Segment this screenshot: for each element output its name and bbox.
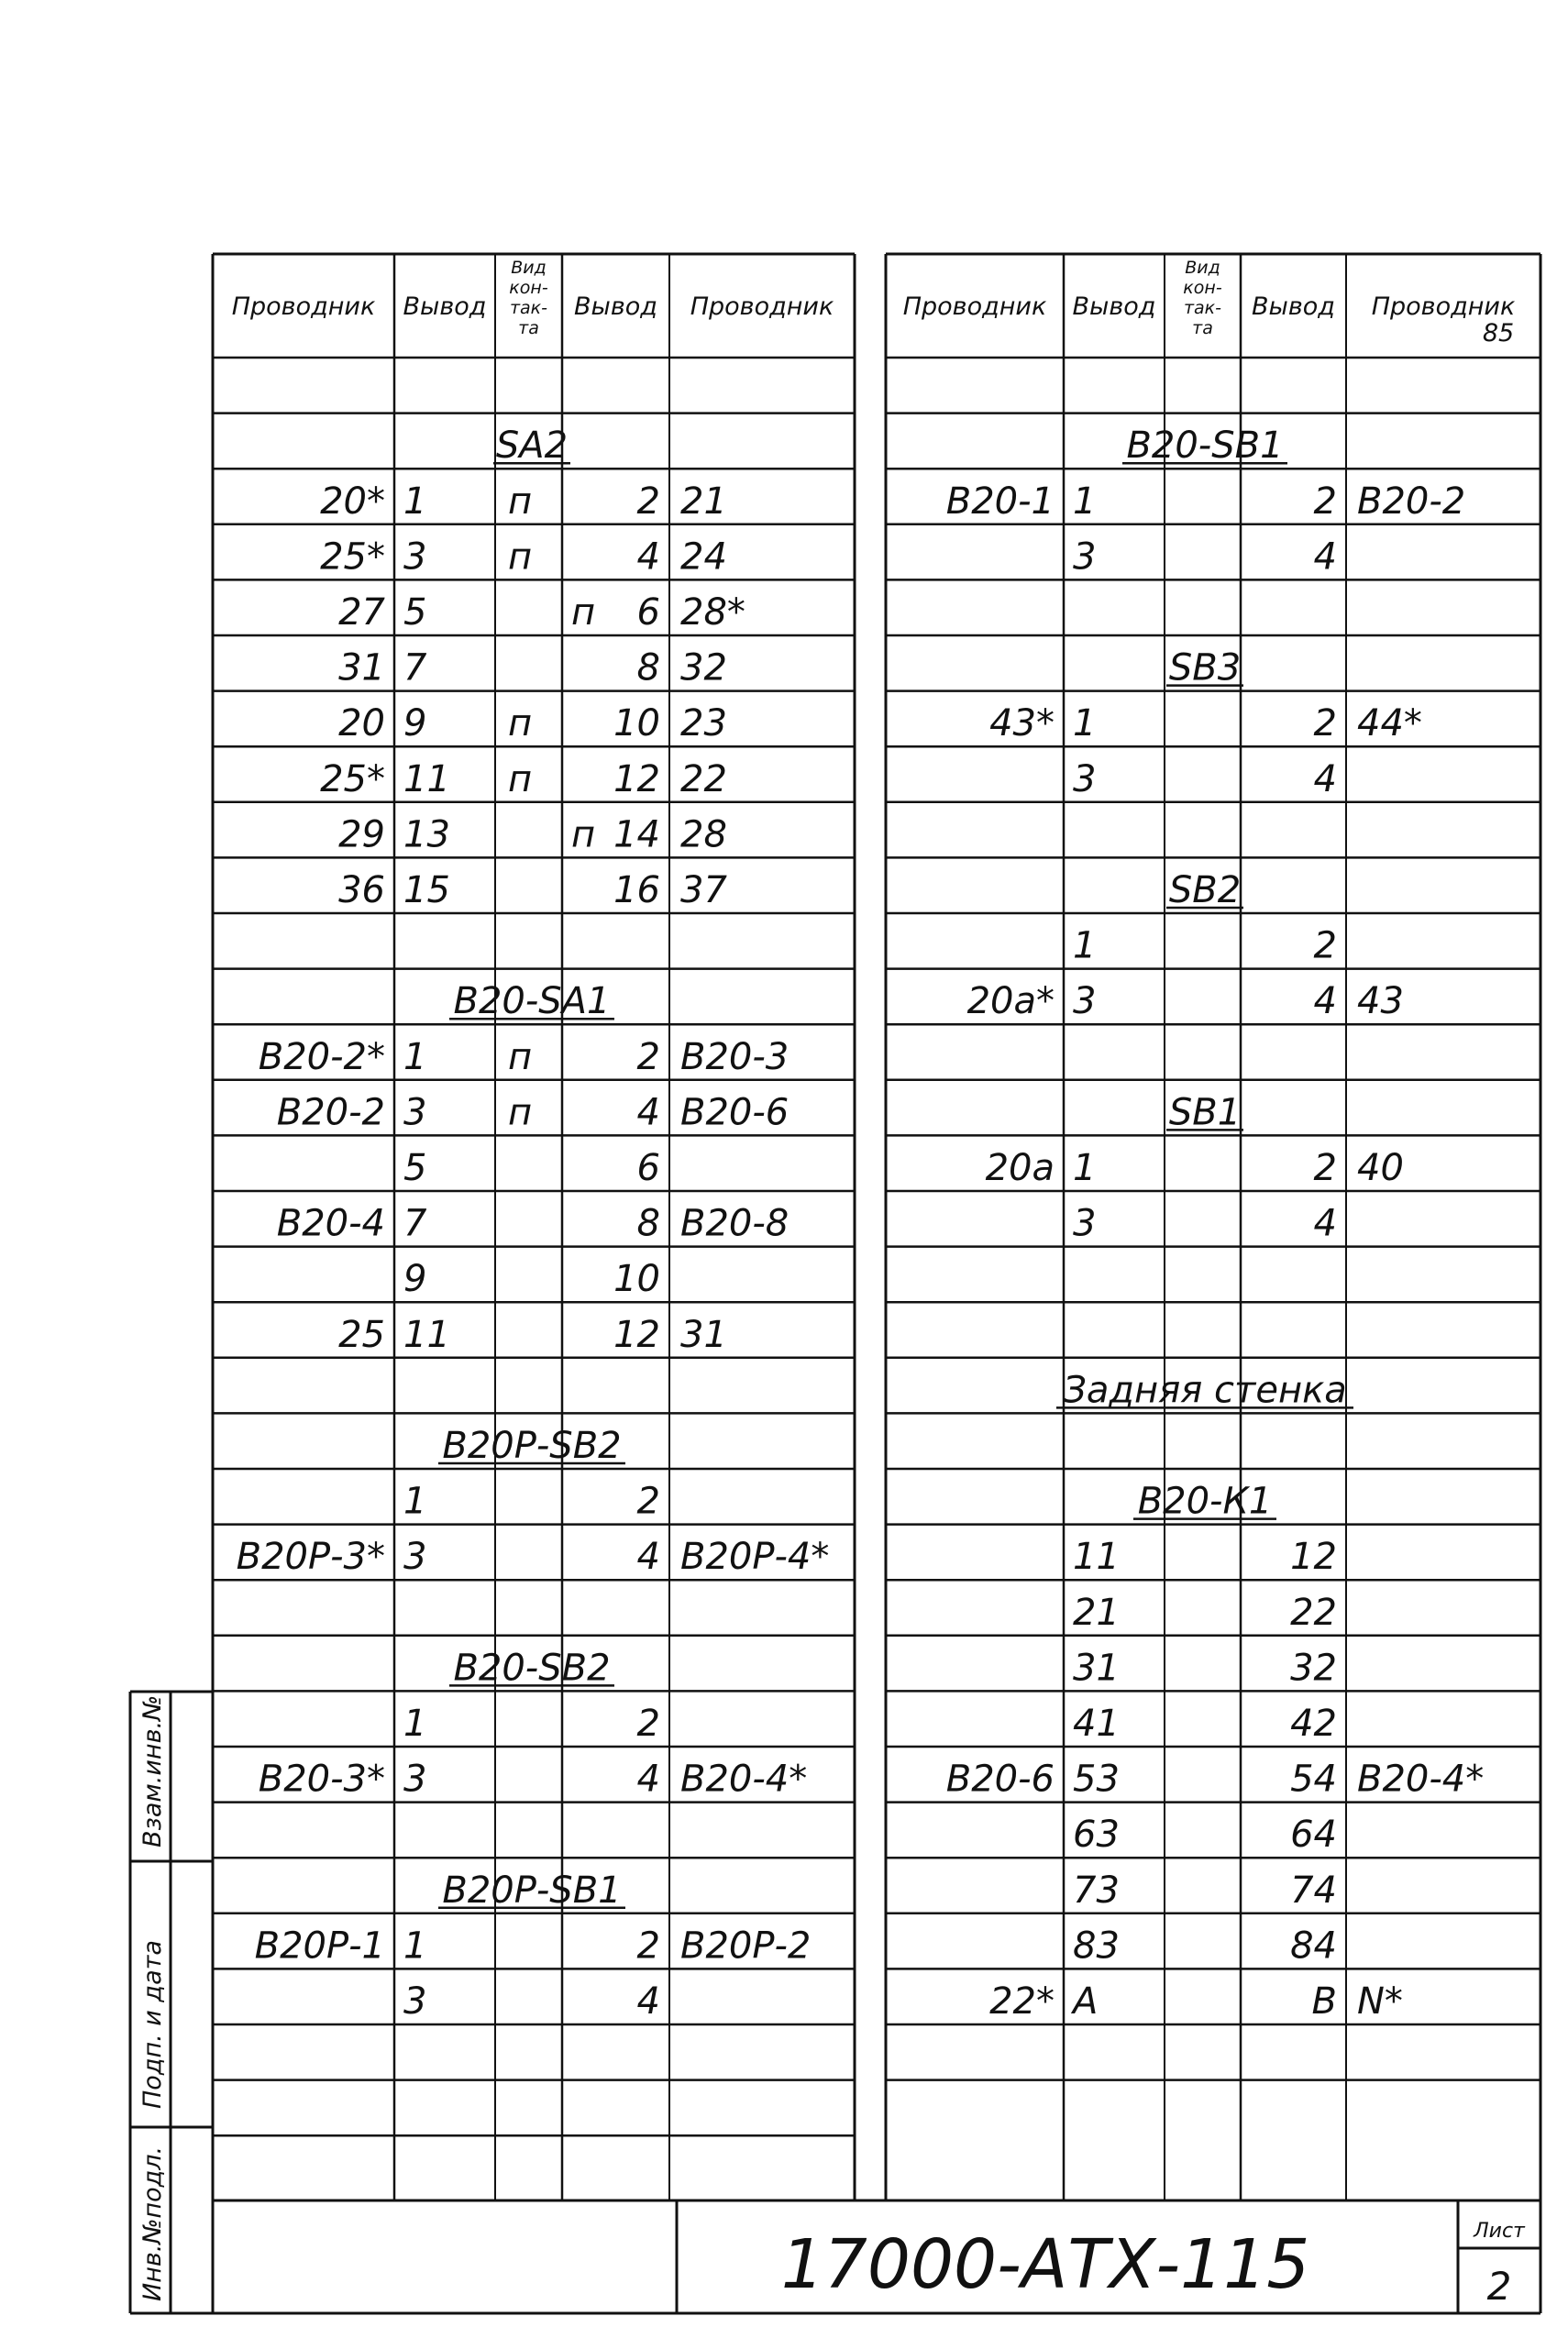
- conductor-cell: 31: [680, 1313, 727, 1356]
- side-stamp: [138, 1695, 167, 2301]
- contact-type-cell: п: [508, 702, 533, 745]
- terminal-cell: 15: [403, 869, 450, 911]
- terminal-cell: 1: [403, 1924, 427, 1968]
- header-conductor: Проводник: [231, 292, 376, 321]
- terminal-cell: 3: [403, 1091, 427, 1134]
- terminal-cell: 83: [1073, 1924, 1120, 1968]
- terminal-cell: 22: [1290, 1591, 1337, 1634]
- terminal-cell: 1: [1073, 480, 1097, 523]
- conductor-cell: В20Р-3*: [236, 1536, 385, 1579]
- terminal-cell: 1: [403, 1035, 427, 1078]
- conductor-cell: 28: [680, 813, 727, 856]
- connection-table-right: [886, 254, 1540, 2200]
- conductor-cell: 29: [338, 813, 385, 856]
- terminal-cell: 3: [403, 1758, 427, 1801]
- conductor-cell: 25*: [320, 535, 385, 579]
- contact-type-cell: п: [508, 757, 533, 800]
- terminal-cell: 5: [403, 1147, 427, 1189]
- conductor-cell: 22*: [989, 1980, 1055, 2023]
- block-title: В20-К1: [1137, 1480, 1273, 1523]
- terminal-cell: 11: [1073, 1536, 1120, 1579]
- conductor-cell: В20-4*: [680, 1758, 808, 1801]
- conductor-cell: В20Р-1: [254, 1924, 385, 1968]
- conductor-cell: 20*: [320, 480, 385, 523]
- header-terminal: Вывод: [1072, 292, 1156, 321]
- terminal-cell: 2: [1313, 924, 1337, 967]
- terminal-cell: 5: [403, 591, 427, 634]
- conductor-cell: 20: [338, 702, 385, 745]
- terminal-cell: 10: [613, 1258, 660, 1301]
- header-contact-type: так-: [1183, 298, 1222, 318]
- terminal-cell: 4: [1313, 980, 1337, 1023]
- terminal-cell: 4: [636, 535, 660, 579]
- header-conductor: Проводник: [690, 292, 834, 321]
- conductor-cell: В20Р-2: [680, 1924, 812, 1968]
- sheet-label: Лист: [1474, 2220, 1525, 2243]
- terminal-cell: 4: [1313, 535, 1337, 579]
- terminal-cell: 84: [1290, 1924, 1337, 1968]
- block-title: В20-SB1: [1126, 425, 1284, 468]
- terminal-cell: 32: [1290, 1647, 1337, 1690]
- conductor-cell: 40: [1357, 1147, 1404, 1189]
- conductor-cell: 25: [338, 1313, 385, 1356]
- header-contact-type: кон-: [1183, 278, 1222, 298]
- conductor-cell: В20-4: [276, 1202, 385, 1245]
- terminal-cell: 4: [1313, 1202, 1337, 1245]
- terminal-cell: 11: [403, 1313, 450, 1356]
- conductor-cell: В20-2: [276, 1091, 385, 1134]
- block-title: SB2: [1168, 869, 1242, 911]
- conductor-cell: 28*: [680, 591, 745, 634]
- terminal-cell: 2: [636, 1035, 660, 1078]
- terminal-cell: 8: [636, 1202, 660, 1245]
- conductor-cell: 22: [680, 757, 727, 800]
- terminal-cell: 2: [636, 1924, 660, 1968]
- contact-type-cell: п: [508, 535, 533, 579]
- header-contact-type: кон-: [509, 278, 548, 298]
- header-contact-type: та: [1192, 318, 1213, 338]
- terminal-cell: 63: [1073, 1814, 1120, 1857]
- terminal-cell: 4: [636, 1758, 660, 1801]
- header-conductor: Проводник: [902, 292, 1047, 321]
- conductor-cell: N*: [1357, 1980, 1403, 2023]
- terminal-cell: 3: [403, 1980, 427, 2023]
- terminal-cell: 53: [1073, 1758, 1120, 1801]
- terminal-cell: 1: [1073, 924, 1097, 967]
- terminal-cell: 2: [1313, 1147, 1337, 1189]
- block-title: Задняя стенка: [1063, 1369, 1347, 1412]
- conductor-cell: В20-6: [680, 1091, 790, 1134]
- terminal-cell: А: [1073, 1980, 1099, 2023]
- terminal-cell: 1: [403, 1480, 427, 1523]
- header-contact-type: Вид: [1185, 258, 1220, 278]
- terminal-cell: 4: [636, 1536, 660, 1579]
- terminal-cell: 41: [1073, 1703, 1120, 1745]
- terminal-cell: 6: [636, 1147, 660, 1189]
- terminal-cell: 4: [636, 1980, 660, 2023]
- conductor-cell: 24: [680, 535, 727, 579]
- terminal-cell: 14: [613, 813, 660, 856]
- terminal-cell: 2: [1313, 480, 1337, 523]
- conductor-cell: 20а*: [966, 980, 1055, 1023]
- block-title: SB3: [1168, 646, 1242, 689]
- terminal-cell: 3: [1073, 535, 1097, 579]
- conductor-cell: 36: [338, 869, 385, 911]
- terminal-cell: 16: [613, 869, 660, 911]
- conductor-cell: В20-3: [680, 1035, 790, 1078]
- terminal-cell: 1: [403, 480, 427, 523]
- header-terminal: Вывод: [1252, 292, 1335, 321]
- terminal-cell: 3: [403, 535, 427, 579]
- terminal-cell: 3: [1073, 1202, 1097, 1245]
- conductor-cell: 25*: [320, 757, 385, 800]
- conductor-cell: 43: [1357, 980, 1404, 1023]
- block-title: В20-SA1: [453, 980, 611, 1023]
- conductor-cell: 20а: [985, 1147, 1055, 1189]
- document-number: 17000-АТХ-115: [780, 2225, 1310, 2304]
- terminal-cell: 9: [403, 702, 427, 745]
- terminal-cell: 3: [1073, 980, 1097, 1023]
- terminal-cell: 10: [613, 702, 660, 745]
- connection-table-left: [213, 254, 855, 2200]
- terminal-cell: 42: [1290, 1703, 1337, 1745]
- header-contact-type: Вид: [511, 258, 547, 278]
- terminal-cell: 73: [1073, 1869, 1120, 1912]
- title-block: [781, 2220, 1526, 2309]
- block-title: SB1: [1168, 1091, 1242, 1134]
- sheet-number: 2: [1486, 2264, 1512, 2309]
- conductor-cell: В20-8: [680, 1202, 790, 1245]
- contact-type-cell: п: [508, 1091, 533, 1134]
- contact-type-cell: п: [508, 480, 533, 523]
- conductor-cell: В20Р-4*: [680, 1536, 830, 1579]
- terminal-cell: 6: [636, 591, 660, 634]
- contact-type-cell: п: [571, 591, 596, 634]
- terminal-cell: 74: [1290, 1869, 1337, 1912]
- contact-type-cell: п: [508, 1035, 533, 1078]
- block-title: SA2: [495, 425, 569, 468]
- conductor-cell: 44*: [1357, 702, 1422, 745]
- side-stamp-inv-no: Инв.№подл.: [138, 2145, 167, 2301]
- block-title: В20-SB2: [453, 1647, 611, 1690]
- header-contact-type: та: [518, 318, 539, 338]
- header-contact-type: так-: [509, 298, 548, 318]
- conductor-cell: В20-2: [1357, 480, 1466, 523]
- header-terminal: Вывод: [403, 292, 487, 321]
- terminal-cell: 13: [403, 813, 450, 856]
- terminal-cell: 9: [403, 1258, 427, 1301]
- terminal-cell: В: [1311, 1980, 1337, 2023]
- terminal-cell: 4: [1313, 757, 1337, 800]
- conductor-cell: 31: [338, 646, 385, 689]
- conductor-cell: 32: [680, 646, 727, 689]
- terminal-cell: 2: [1313, 702, 1337, 745]
- block-title: В20Р-SB1: [442, 1869, 622, 1912]
- conductor-cell: 27: [338, 591, 385, 634]
- terminal-cell: 1: [1073, 702, 1097, 745]
- contact-type-cell: п: [571, 813, 596, 856]
- header-terminal: Вывод: [574, 292, 657, 321]
- terminal-cell: 31: [1073, 1647, 1120, 1690]
- conductor-cell: В20-6: [945, 1758, 1055, 1801]
- header-conductor: Проводник: [1371, 292, 1516, 321]
- terminal-cell: 2: [636, 480, 660, 523]
- terminal-cell: 54: [1290, 1758, 1337, 1801]
- conductor-cell: 23: [680, 702, 727, 745]
- conductor-cell: В20-4*: [1357, 1758, 1485, 1801]
- terminal-cell: 4: [636, 1091, 660, 1134]
- conductor-cell: 21: [680, 480, 727, 523]
- side-stamp-replace-inv: Взам.инв.№: [138, 1694, 167, 1847]
- terminal-cell: 8: [636, 646, 660, 689]
- terminal-cell: 2: [636, 1480, 660, 1523]
- block-title: В20Р-SB2: [442, 1425, 622, 1467]
- conductor-cell: В20-2*: [258, 1035, 385, 1078]
- terminal-cell: 64: [1290, 1814, 1337, 1857]
- terminal-cell: 12: [613, 757, 660, 800]
- conductor-cell: 37: [680, 869, 727, 911]
- terminal-cell: 3: [1073, 757, 1097, 800]
- conductor-cell: В20-3*: [258, 1758, 385, 1801]
- terminal-cell: 12: [1290, 1536, 1337, 1579]
- side-stamp-signature-date: Подп. и дата: [138, 1940, 167, 2109]
- conductor-cell: 43*: [989, 702, 1055, 745]
- table-grid: [886, 254, 1540, 2200]
- terminal-cell: 1: [1073, 1147, 1097, 1189]
- terminal-cell: 21: [1073, 1591, 1120, 1634]
- conductor-cell: В20-1: [945, 480, 1055, 523]
- terminal-cell: 3: [403, 1536, 427, 1579]
- terminal-cell: 11: [403, 757, 450, 800]
- terminal-cell: 7: [403, 1202, 427, 1245]
- terminal-cell: 1: [403, 1703, 427, 1745]
- header-conductor-note: 85: [1482, 319, 1515, 347]
- terminal-cell: 7: [403, 646, 427, 689]
- terminal-cell: 12: [613, 1313, 660, 1356]
- terminal-cell: 2: [636, 1703, 660, 1745]
